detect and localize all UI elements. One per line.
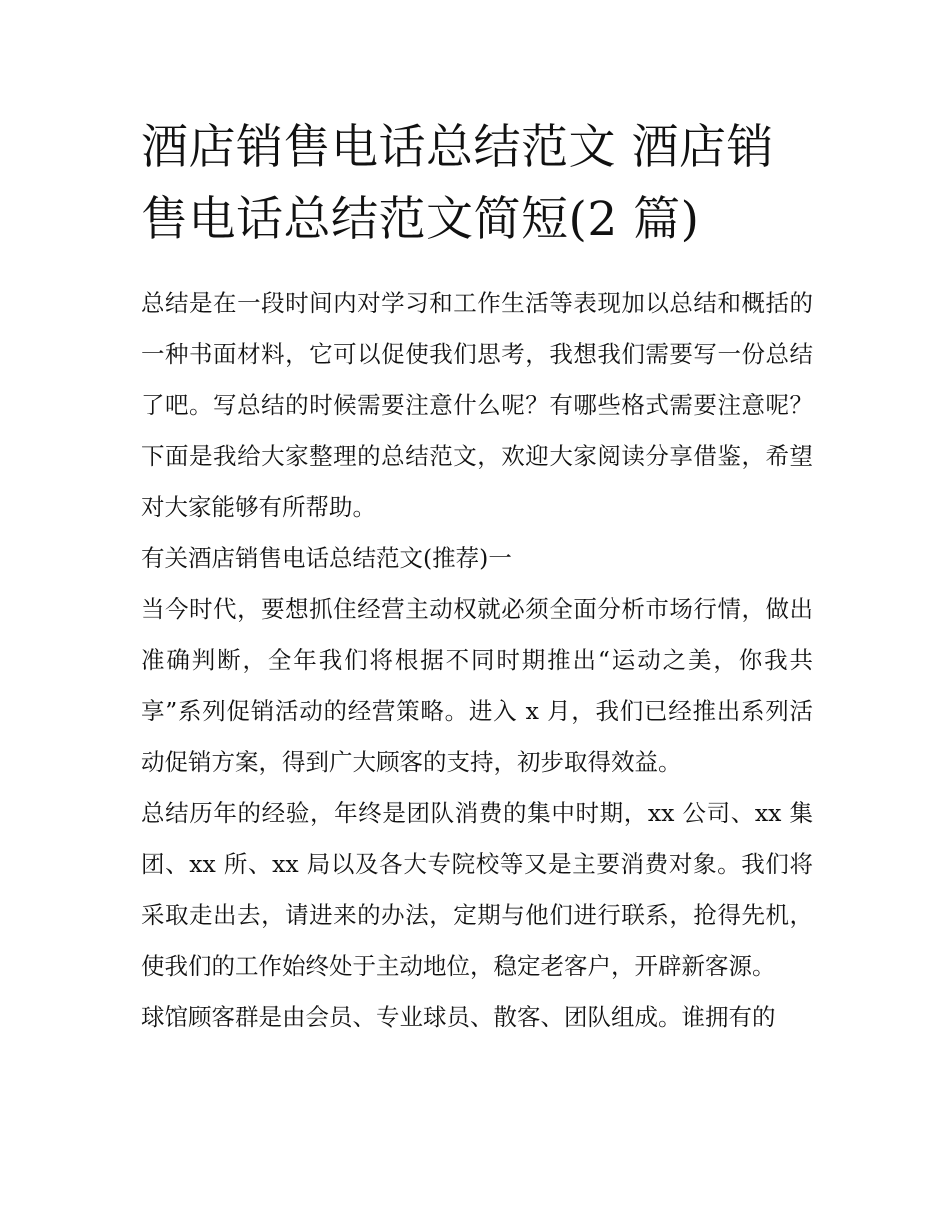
body-paragraph: 球馆顾客群是由会员、专业球员、散客、团队组成。谁拥有的 xyxy=(141,1003,776,1031)
document-page xyxy=(141,112,813,1043)
document-title: 酒店销售电话总结范文 酒店销售电话总结范文简短(2 篇) xyxy=(141,120,774,247)
section-heading: 有关酒店销售电话总结范文(推荐)一 xyxy=(141,544,512,572)
body-paragraph: 总结历年的经验，年终是团队消费的集中时期，xx 公司、xx 集团、xx 所、xx 局以及各大专院校等又是主要消费对象。我们将采取走出去，请进来的办法，定期与他们进行联系，抢得先机，使我们的工作始终处于主动地位，稳定老客户，开辟新客源。 xyxy=(141,799,813,980)
body-paragraph: 当今时代，要想抓住经营主动权就必须全面分析市场行情，做出准确判断，全年我们将根据不同时期推出“运动之美，你我共享”系列促销活动的经营策略。进入 x 月，我们已经推出系列活动促销方案，得到广大顾客的支持，初步取得效益。 xyxy=(141,595,813,776)
intro-paragraph: 总结是在一段时间内对学习和工作生活等表现加以总结和概括的一种书面材料，它可以促使我们思考，我想我们需要写一份总结了吧。写总结的时候需要注意什么呢？有哪些格式需要注意呢？下面是我给大家整理的总结范文，欢迎大家阅读分享借鉴，希望对大家能够有所帮助。 xyxy=(141,289,813,521)
document-body xyxy=(141,278,813,1043)
